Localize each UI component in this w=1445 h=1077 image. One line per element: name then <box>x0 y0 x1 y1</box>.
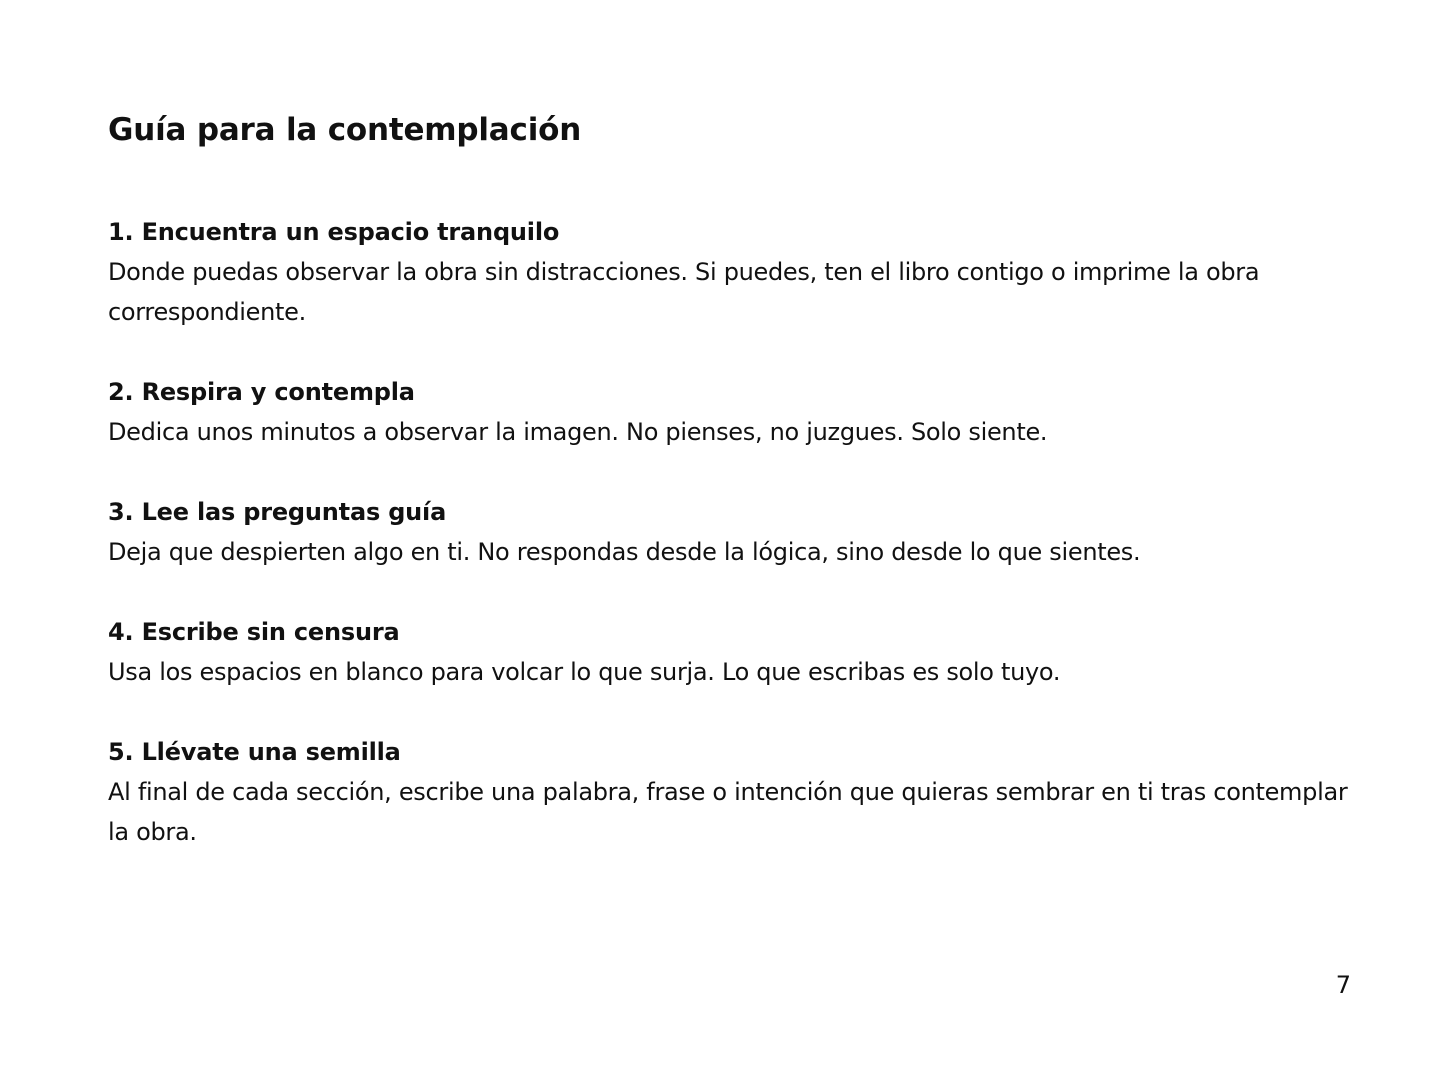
step-heading: 1. Encuentra un espacio tranquilo <box>108 218 560 246</box>
step-body: Donde puedas observar la obra sin distracciones. Si puedes, ten el libro contigo o imprime la obra correspondiente. <box>108 258 1260 326</box>
step-heading: 2. Respira y contempla <box>108 378 415 406</box>
step-heading: 5. Llévate una semilla <box>108 738 401 766</box>
page-title: Guía para la contemplación <box>108 112 582 148</box>
step-heading: 3. Lee las preguntas guía <box>108 498 447 526</box>
step-2 <box>108 372 1348 452</box>
step-body: Deja que despierten algo en ti. No respondas desde la lógica, sino desde lo que sientes. <box>108 538 1141 566</box>
step-body: Dedica unos minutos a observar la imagen. No pienses, no juzgues. Solo siente. <box>108 418 1048 446</box>
step-5 <box>108 732 1348 852</box>
step-heading: 4. Escribe sin censura <box>108 618 400 646</box>
step-3 <box>108 492 1348 572</box>
step-body: Usa los espacios en blanco para volcar lo que surja. Lo que escribas es solo tuyo. <box>108 658 1061 686</box>
step-1 <box>108 212 1348 332</box>
step-body: Al final de cada sección, escribe una palabra, frase o intención que quieras sembrar en ti tras contemplar la obra. <box>108 778 1348 846</box>
step-4 <box>108 612 1348 692</box>
document-page <box>108 108 1348 892</box>
page-number: 7 <box>1335 971 1351 999</box>
